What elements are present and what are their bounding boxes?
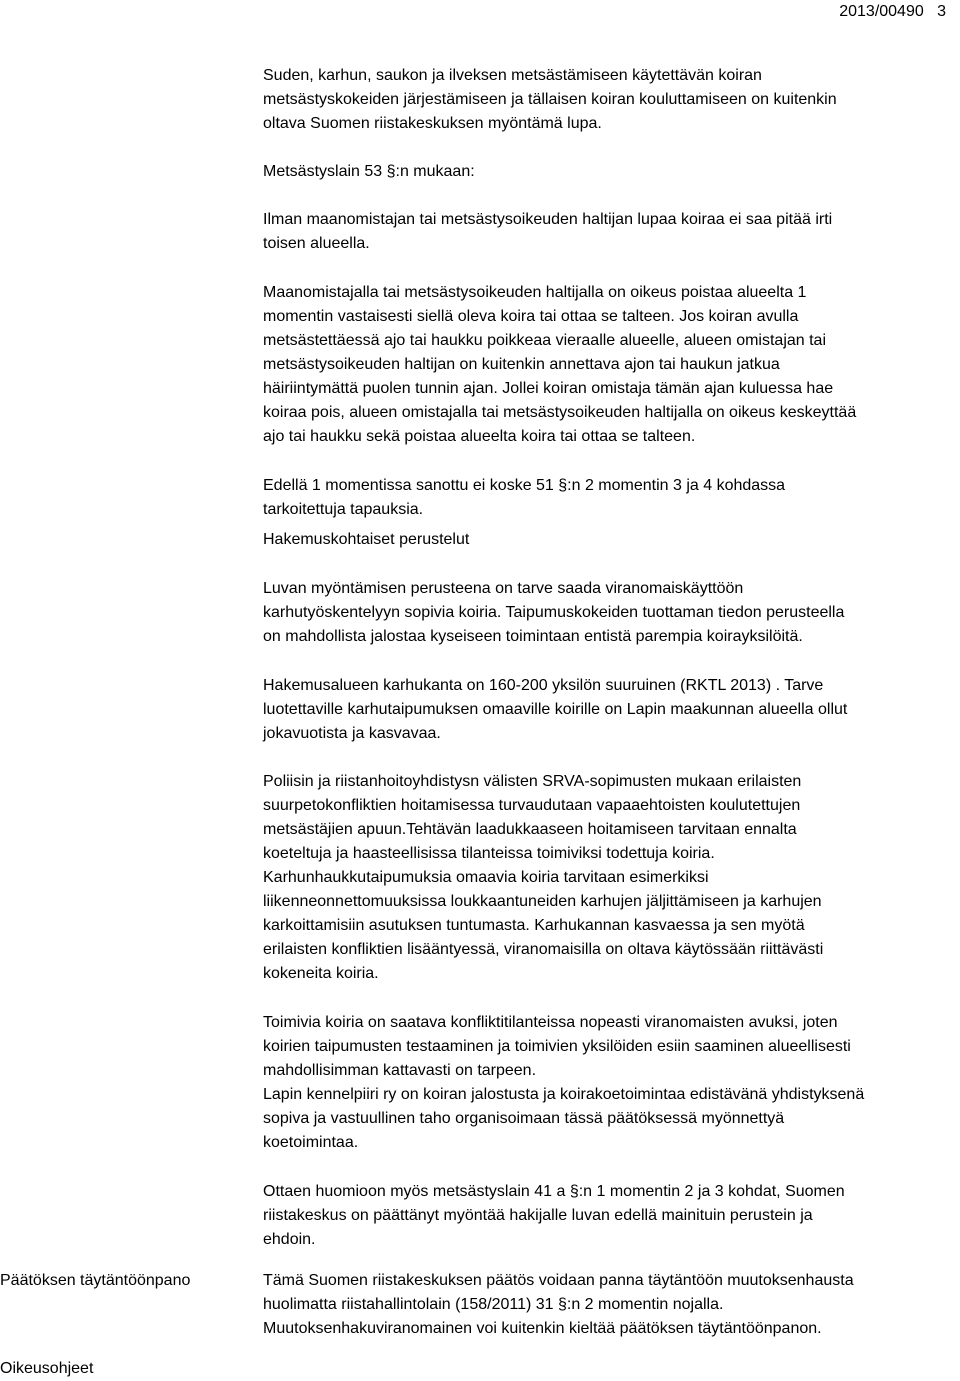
page-number: 3 (937, 3, 946, 20)
page-header (839, 2, 946, 22)
side-label-appeal: Oikeusohjeet (0, 1360, 94, 1377)
paragraph-enforcement: Tämä Suomen riistakeskuksen päätös voidaan panna täytäntöön muutoksenhausta huolimatta riistahallintolain (158/2011) 31 §:n 2 momentin nojalla. Muutoksenhakuviranomainen voi kuitenkin kieltää päätöksen täytäntöönpanon. (263, 1272, 854, 1337)
section-heading-application-grounds: Hakemuskohtaiset perustelut (263, 531, 470, 548)
paragraph-landowner-rights: Maanomistajalla tai metsästysoikeuden haltijalla on oikeus poistaa alueelta 1 momentin vastaisesti siellä oleva koira tai ottaa se talteen. Jos koiran avulla metsästettäessä ajo tai haukku poikkeaa vieraalle alueelle, alueen omistajan tai metsästysoikeuden haltijan on kuitenkin annettava ajon tai haukun jatkua häiriintymättä puolen tunnin ajan. Jollei koiran omistaja tämän ajan kuluessa hae koiraa pois, alueen omistajalla tai metsästysoikeuden haltijalla on oikeus keskeyttää ajo tai haukku sekä poistaa alueelta koira tai ottaa se talteen. (263, 284, 857, 445)
paragraph-permit-grounds: Luvan myöntämisen perusteena on tarve saada viranomaiskäyttöön karhutyöskentelyyn sopivia koiria. Taipumuskokeiden tuottaman tiedon perusteella on mahdollista jalostaa kyseiseen toimintaan entistä parempia koirayksilöitä. (263, 580, 845, 645)
paragraph-srva-agreements: Poliisin ja riistanhoitoyhdistysn välisten SRVA-sopimusten mukaan erilaisten suurpetokonfliktien hoitamisessa turvaudutaan vapaaehtoisten koulutettujen metsästäjien apuun.Tehtävän laadukkaaseen hoitamiseen tarvitaan ennalta koeteltuja ja haasteellisissa tilanteissa toimiviksi todettuja koiria. Karhunhaukkutaipumuksia omaavia koiria tarvitaan esimerkiksi liikenneonnettomuuksissa loukkaantuneiden karhujen jäljittämiseen ja karhujen karkoittamisiin asutuksen tuntumasta. Karhukannan kasvaessa ja sen myötä erilaisten konfliktien lisääntyessä, viranomaisilla on oltava käytössään riittävästi kokeneita koiria. (263, 773, 824, 982)
paragraph-dog-leash-rule: Ilman maanomistajan tai metsästysoikeuden haltijan lupaa koiraa ei saa pitää irti toisen alueella. (263, 211, 833, 252)
paragraph-kennel-district: Toimivia koiria on saatava konfliktitilanteissa nopeasti viranomaisten avuksi, joten koirien taipumusten testaaminen ja toimivien yksilöiden esiin saaminen alueellisesti mahdollisimman kattavasti on tarpeen. Lapin kennelpiiri ry on koiran jalostusta ja koirakoetoimintaa edistävänä yhdistyksenä sopiva ja vastuullinen taho organisoimaan tässä päätöksessä myönnettyä koetoimintaa. (263, 1014, 865, 1151)
paragraph-wolf-bear-trials: Suden, karhun, saukon ja ilveksen metsästämiseen käytettävän koiran metsästyskokeiden järjestämiseen ja tällaisen koiran kouluttamiseen on kuitenkin oltava Suomen riistakeskuksen myöntämä lupa. (263, 67, 837, 132)
paragraph-hunting-law-ref: Metsästyslain 53 §:n mukaan: (263, 163, 475, 180)
paragraph-bear-population: Hakemusalueen karhukanta on 160-200 yksilön suuruinen (RKTL 2013) . Tarve luotettaville karhutaipumuksen omaaville koirille on Lapin maakunnan alueella ollut jokavuotista ja kasvavaa. (263, 677, 848, 742)
document-number: 2013/00490 (839, 3, 924, 20)
paragraph-decision: Ottaen huomioon myös metsästyslain 41 a §:n 1 momentin 2 ja 3 kohdat, Suomen riistakeskus on päättänyt myöntää hakijalle luvan edellä mainituin perustein ja ehdoin. (263, 1183, 845, 1248)
side-label-enforcement: Päätöksen täytäntöönpano (0, 1272, 191, 1289)
paragraph-exception: Edellä 1 momentissa sanottu ei koske 51 §:n 2 momentin 3 ja 4 kohdassa tarkoitettuja tapauksia. (263, 477, 786, 518)
